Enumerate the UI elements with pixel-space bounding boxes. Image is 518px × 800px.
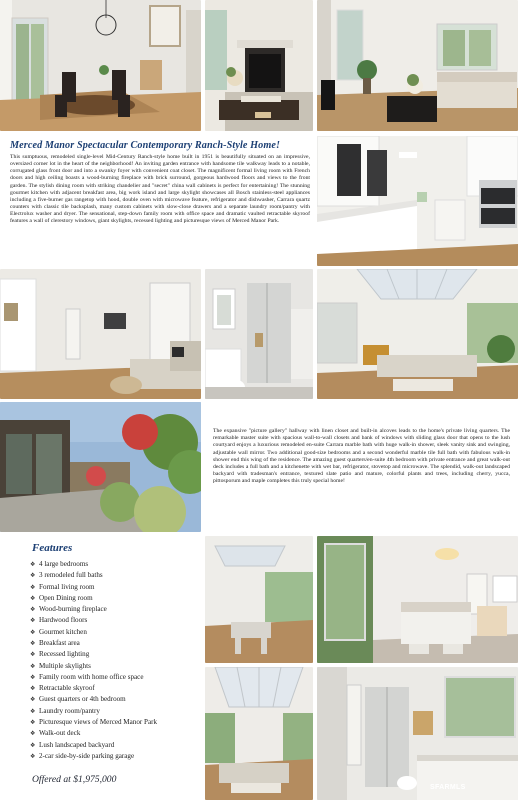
diamond-bullet-icon: ❖ [30,607,36,614]
feature-label: Wood-burning fireplace [39,605,107,614]
diamond-bullet-icon: ❖ [30,674,36,681]
photo-dining-room [0,0,201,131]
diamond-bullet-icon: ❖ [30,584,36,591]
photo-family-room-skyroof [317,269,518,399]
diamond-bullet-icon: ❖ [30,731,36,738]
feature-item [30,706,157,717]
photo-hallway-room [205,536,313,663]
feature-item [30,615,157,626]
feature-label: Lush landscaped backyard [39,740,115,749]
feature-label: Laundry room/pantry [39,706,100,715]
diamond-bullet-icon: ❖ [30,742,36,749]
feature-label: 3 remodeled full baths [39,571,103,580]
feature-item [30,638,157,649]
feature-label: Hardwood floors [39,616,88,625]
photo-living-room [317,0,518,131]
diamond-bullet-icon: ❖ [30,562,36,568]
feature-label: Retractable skyroof [39,684,95,693]
diamond-bullet-icon: ❖ [30,753,36,760]
diamond-bullet-icon: ❖ [30,640,36,647]
diamond-bullet-icon: ❖ [30,595,36,602]
feature-label: Breakfast area [39,638,80,647]
feature-label: Open Dining room [39,593,93,602]
photo-backyard [0,402,201,532]
diamond-bullet-icon: ❖ [30,708,36,715]
photo-master-bath [205,269,313,399]
listing-price: Offered at $1,975,000 [32,774,117,785]
feature-label: Gourmet kitchen [39,627,87,636]
diamond-bullet-icon: ❖ [30,629,36,636]
diamond-bullet-icon: ❖ [30,686,36,693]
features-list [30,559,157,762]
feature-item [30,728,157,739]
feature-item [30,661,157,672]
feature-item [30,672,157,683]
photo-kitchen [317,136,518,266]
diamond-bullet-icon: ❖ [30,719,36,726]
feature-label: Picturesque views of Merced Manor Park [39,717,157,726]
feature-item [30,627,157,638]
feature-item [30,559,157,570]
listing-headline: Merced Manor Spectacular Contemporary Ranch-Style Home! [10,140,281,151]
diamond-bullet-icon: ❖ [30,663,36,670]
features-heading: Features [32,542,73,554]
mls-watermark: SFARMLS [430,784,466,791]
feature-label: Multiple skylights [39,661,91,670]
diamond-bullet-icon: ❖ [30,573,36,580]
photo-master-bedroom [317,536,518,663]
feature-label: 4 large bedrooms [39,560,89,568]
feature-item [30,593,157,604]
diamond-bullet-icon: ❖ [30,618,36,625]
feature-label: Recessed lighting [39,650,90,659]
feature-item [30,717,157,728]
feature-label: Walk-out deck [39,729,81,738]
photo-family-room-skylight [205,667,313,800]
diamond-bullet-icon: ❖ [30,697,36,704]
diamond-bullet-icon: ❖ [30,652,36,659]
photo-family-room [0,269,201,399]
listing-description-main: This sumptuous, remodeled single-level Mid-Century Ranch-style home built in 1951 is beautifully situated on an impressive, oversized corner lot in the heart of the neighborhood! An inviting garden entrance with handsome tile walkway leads to a notable, corrugated glass front door and into a swanky foyer with convenient coat closet. The magnificent formal living room with French doors and high ceiling boasts a wood-burning fireplace with brick surround, gorgeous hardwood floors and views to the front garden. The stylish dining room with striking chandelier and "secret" china wall cabinets is perfect for entertaining! The stunning gourmet kitchen with adjacent breakfast area, big work island and large skylight showcases all Bosch stainless-steel appliances including a five-burner gas rangetop with hood, double oven with microwave feature, refrigerator and dishwasher, Carrara quartz counters with classic tile backsplash, many custom cabinets with slow-close drawers and a separate laundry room/pantry with Electrolux washer and dryer. The sensational, step-down family room with office space and dramatic vaulted retractable skyroof features a wall of clerestory windows, giant skylights, recessed lighting and picturesque views of Merced Manor Park. [10,154,310,225]
feature-item [30,740,157,751]
photo-living-fireplace [205,0,313,131]
listing-description-continued: The expansive "picture gallery" hallway with linen closet and built-in alcoves leads to the home's private living quarters. The remarkable master suite with spacious wall-to-wall closets and bank of windows with sliding glass door that opens to the lush courtyard enjoys a luxurious remodeled en-suite Carrara marble bath with huge walk-in shower, sleek vanity sink and swinging, adjustable wall mirror. Two additional good-size bedrooms and a second wonderful marble tile full bath with fabulous walk-in shower end this wing of the residence. The amazing guest quarters/en-suite 4th bedroom with private entrance and great walk-out deck includes a full bath and a kitchenette with wet bar, refrigerator, stovetop and microwave. The splendid, walk-out landscaped backyard with tradesman's entrance, textured slate patio and mature, colorful plants and trees, including cherry, yucca, pittosporum and maple completes this truly special home! [213,428,510,485]
feature-item [30,604,157,615]
feature-label: 2-car side-by-side parking garage [39,751,135,760]
feature-label: Family room with home office space [39,672,144,681]
feature-item [30,683,157,694]
feature-item [30,694,157,705]
feature-item [30,582,157,593]
feature-label: Guest quarters or 4th bedroom [39,695,126,704]
feature-item [30,751,157,762]
feature-item [30,649,157,660]
feature-item [30,570,157,581]
feature-label: Formal living room [39,582,95,591]
photo-bathroom [317,667,518,800]
